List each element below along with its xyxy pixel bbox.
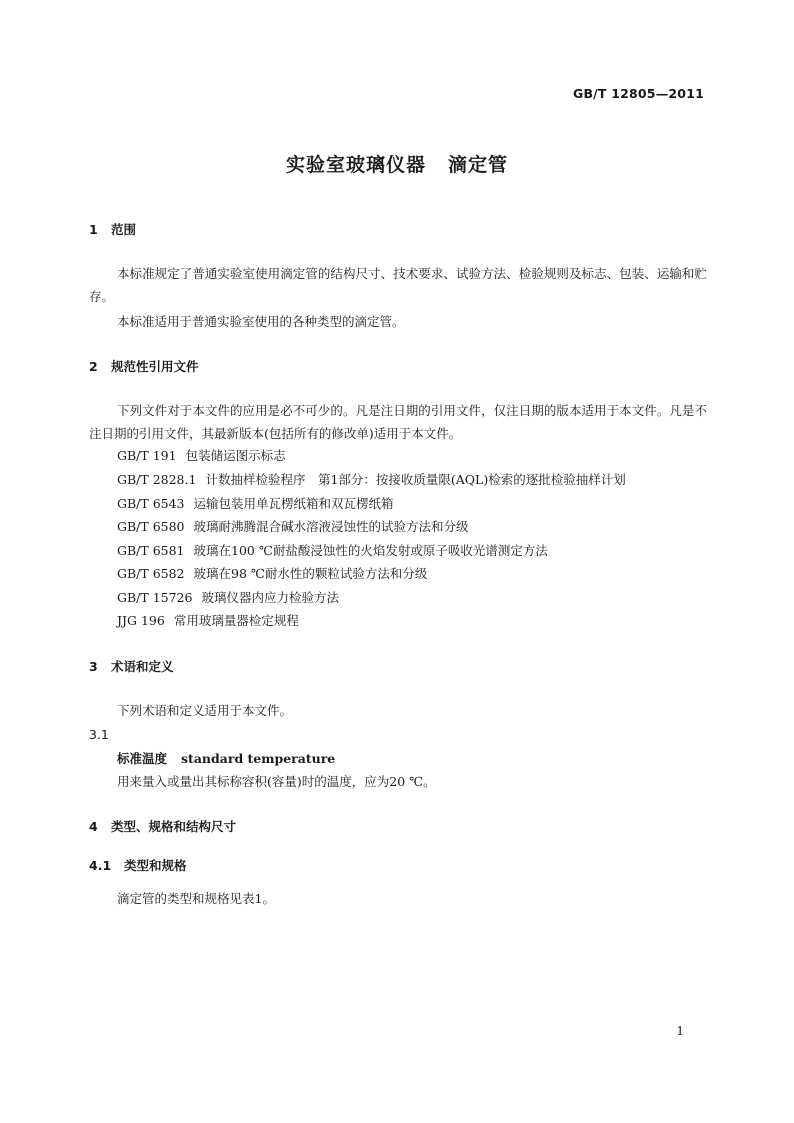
reference-code: GB/T 191: [117, 448, 177, 463]
section-3-heading: [89, 657, 174, 675]
term-english: standard temperature: [181, 751, 336, 766]
reference-code: JJG 196: [117, 613, 165, 628]
reference-item: [117, 611, 299, 631]
reference-item: [117, 470, 626, 490]
term-chinese: 标准温度: [117, 751, 168, 766]
page-number: 1: [676, 1024, 684, 1038]
reference-code: GB/T 6580: [117, 519, 185, 534]
title-part-1: 实验室玻璃仪器: [285, 154, 426, 176]
reference-code: GB/T 6543: [117, 496, 185, 511]
section-number: 3: [89, 659, 98, 674]
section-3-paragraph-1: 下列术语和定义适用于本文件。: [117, 703, 293, 718]
section-2-heading: [89, 357, 199, 375]
reference-item: [117, 446, 286, 466]
section-title: 规范性引用文件: [111, 359, 199, 374]
reference-item: [117, 517, 469, 537]
section-title: 类型、规格和结构尺寸: [111, 819, 237, 834]
reference-code: GB/T 6581: [117, 543, 185, 558]
section-number: 4: [89, 819, 98, 834]
reference-item: [117, 564, 427, 584]
section-title: 术语和定义: [111, 659, 174, 674]
reference-code: GB/T 15726: [117, 590, 193, 605]
reference-code: GB/T 6582: [117, 566, 185, 581]
subsection-4-1-heading: [89, 856, 187, 874]
reference-title: 运输包装用单瓦楞纸箱和双瓦楞纸箱: [193, 496, 394, 511]
section-number: 1: [89, 222, 98, 237]
reference-title: 包装储运图示标志: [185, 448, 286, 463]
reference-title: 玻璃在98 ℃耐水性的颗粒试验方法和分级: [193, 566, 428, 581]
reference-item: [117, 588, 339, 608]
reference-code: GB/T 2828.1: [117, 472, 197, 487]
title-part-2: 滴定管: [448, 154, 509, 176]
subsection-title: 类型和规格: [124, 858, 187, 873]
reference-item: [117, 494, 394, 514]
reference-title: 玻璃在100 ℃耐盐酸浸蚀性的火焰发射或原子吸收光谱测定方法: [193, 543, 548, 558]
section-1-heading: [89, 220, 136, 238]
section-4-paragraph-1: 滴定管的类型和规格见表1。: [117, 891, 275, 906]
reference-title: 玻璃耐沸腾混合碱水溶液浸蚀性的试验方法和分级: [193, 519, 469, 534]
section-4-heading: [89, 817, 236, 835]
section-2-paragraph-1: 下列文件对于本文件的应用是必不可少的。凡是注日期的引用文件，仅注日期的版本适用于本文件。凡是不注日期的引用文件，其最新版本(包括所有的修改单)适用于本文件。: [89, 403, 707, 441]
reference-title: 计数抽样检验程序 第1部分：按接收质量限(AQL)检索的逐批检验抽样计划: [205, 472, 626, 487]
reference-title: 常用玻璃量器检定规程: [173, 613, 299, 628]
term-definition: 用来量入或量出其标称容积(容量)时的温度，应为20 ℃。: [117, 774, 436, 789]
section-number: 2: [89, 359, 98, 374]
reference-item: [117, 541, 548, 561]
subsection-3-1-number: 3.1: [89, 727, 109, 742]
document-title: [0, 150, 794, 177]
section-1-paragraph-1: 本标准规定了普通实验室使用滴定管的结构尺寸、技术要求、试验方法、检验规则及标志、包装、运输和贮存。: [89, 266, 707, 304]
section-1-paragraph-2: 本标准适用于普通实验室使用的各种类型的滴定管。: [117, 314, 405, 329]
reference-title: 玻璃仪器内应力检验方法: [201, 590, 339, 605]
term-entry: [117, 749, 335, 767]
section-title: 范围: [111, 222, 137, 237]
subsection-number: 4.1: [89, 858, 112, 873]
standard-code: GB/T 12805—2011: [572, 86, 704, 101]
